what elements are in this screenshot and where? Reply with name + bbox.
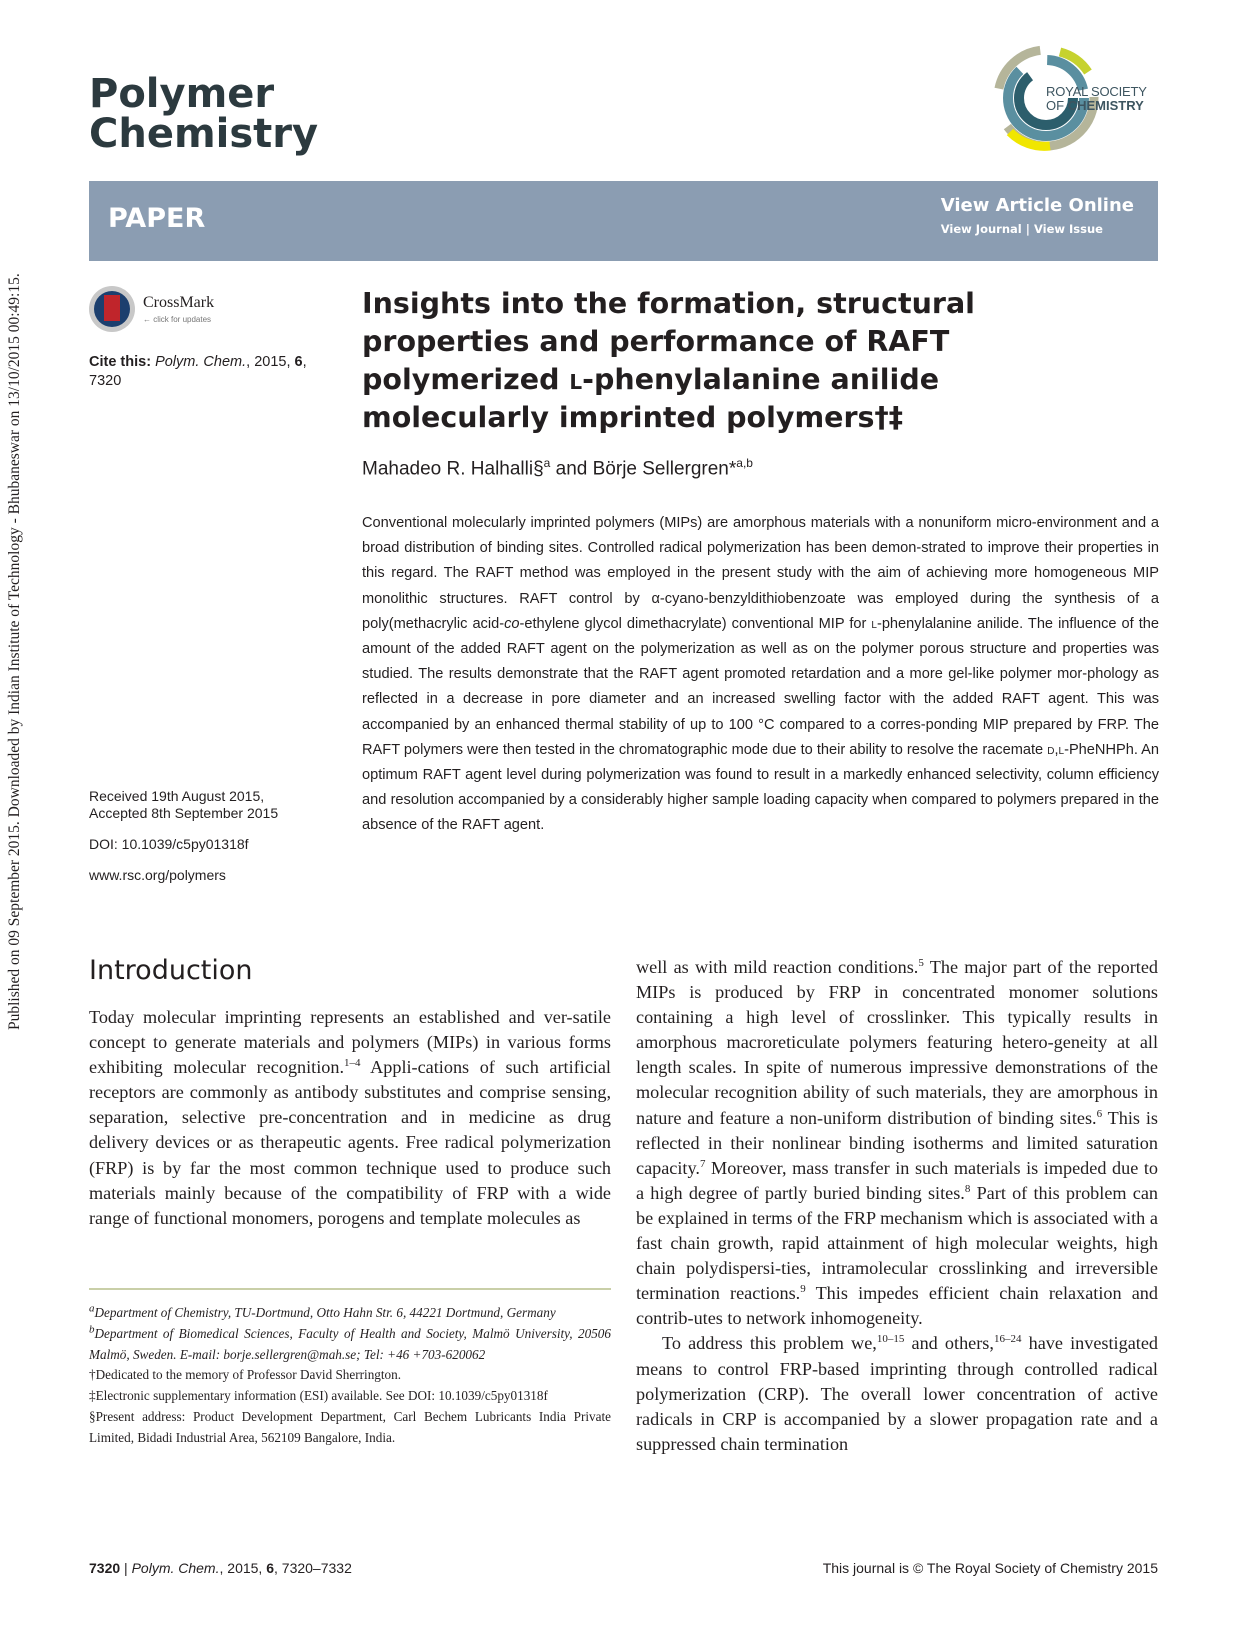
journal-url-link[interactable]: www.rsc.org/polymers bbox=[89, 867, 226, 883]
body-column-left bbox=[89, 1005, 611, 1231]
journal-issue-links bbox=[941, 222, 1134, 236]
footnotes bbox=[89, 1303, 611, 1449]
rsc-wordmark-line2: OF CHEMISTRY bbox=[1046, 98, 1144, 113]
citation: Cite this: Polym. Chem., 2015, 6, 7320 bbox=[89, 354, 307, 389]
download-side-note: Published on 09 September 2015. Downloaded by Indian Institute of Technology - Bhubaneswar on 13/10/2015 00:49:15. bbox=[6, 273, 23, 1030]
received-date: Received 19th August 2015, bbox=[89, 788, 265, 804]
article-type-banner bbox=[89, 181, 1158, 261]
cite-year: 2015 bbox=[254, 354, 287, 370]
section-heading-introduction: Introduction bbox=[89, 955, 253, 986]
title-line2: properties and performance of RAFT bbox=[362, 325, 950, 358]
footnote-present-address: §Present address: Product Development Department, Carl Bechem Lubricants India Private Limited, Bidadi Industrial Area, 562109 Bangalore, India. bbox=[89, 1408, 611, 1445]
body-column-right bbox=[636, 955, 1158, 1457]
journal-title bbox=[89, 71, 319, 157]
paragraph: Today molecular imprinting represents an established and ver-satile concept to generate materials and polymers (MIPs) in various forms exhibiting molecular recognition.$^{1-4}$ Appli-cations of such artificial receptors are commonly as antibody substitutes and comprise sensing, separation, selective pre-concentration and in medicine as drug delivery devices or as therapeutic agents. Free radical polymerization (FRP) is by far the most common technique used to produce such materials mainly because of the compatibility of FRP with a wide range of functional monomers, porogens and template molecules as bbox=[89, 1007, 611, 1228]
journal-title-line1: Polymer bbox=[89, 71, 275, 117]
crossmark-badge[interactable] bbox=[89, 286, 229, 338]
view-issue-link[interactable]: View Issue bbox=[1033, 222, 1103, 236]
paragraph: well as with mild reaction conditions.$^5$ The major part of the reported MIPs is produced by FRP in concentrated monomer solutions containing a high level of crosslinker. This typically results in amorphous macroreticulate polymers featuring hetero-geneity at all length scales. In spite of numerous impressive demonstrations of the molecular recognition ability of such materials, they are amorphous in nature and feature a non-uniform distribution of binding sites.$^6$ This is reflected in their nonlinear binding isotherms and limited saturation capacity.$^7$ Moreover, mass transfer in such materials is impeded due to a high degree of partly buried binding sites.$^8$ Part of this problem can be explained in terms of the FRP mechanism which is associated with a fast chain growth, rapid attainment of high molecular weights, high chain polydispersi-ties, intramolecular crosslinking and irreversible termination reactions.$^9$ This impedes efficient chain relaxation and contrib-utes to network inhomogeneity. bbox=[636, 956, 1159, 1329]
author-1: Mahadeo R. Halhalli§ bbox=[362, 458, 544, 480]
footnote-dagger: †Dedicated to the memory of Professor David Sherrington. bbox=[89, 1367, 402, 1383]
author-list: Mahadeo R. Halhalli§$^a$ and Börje Sellergren*$^{a,b}$ bbox=[362, 456, 753, 480]
cite-label: Cite this: bbox=[89, 354, 152, 370]
view-article-online-link[interactable]: View Article Online bbox=[940, 195, 1134, 216]
article-dates bbox=[89, 788, 329, 822]
title-line3: polymerized l-phenylalanine anilide bbox=[362, 363, 940, 396]
title-line4: molecularly imprinted polymers†‡ bbox=[362, 401, 904, 434]
article-title bbox=[362, 285, 1082, 437]
journal-title-line2: Chemistry bbox=[89, 111, 319, 157]
view-journal-link[interactable]: View Journal bbox=[940, 222, 1022, 236]
cite-page: 7320 bbox=[89, 373, 122, 389]
copyright-notice: This journal is © The Royal Society of Chemistry 2015 bbox=[822, 1560, 1158, 1576]
footnote-affiliation-b: $^b$Department of Biomedical Sciences, Faculty of Health and Society, Malmö University, 20506 Malmö, Sweden. E-mail: borje.sellergren@mah.se; Tel: +46 +703-620062 bbox=[89, 1323, 611, 1362]
paragraph: To address this problem we,$^{10-15}$ and others,$^{16-24}$ have investigated means to control FRP-based imprinting through controlled radical polymerization (CRP). The overall lower concentration of active radicals in CRP is accompanied by a slower propagation rate and a suppressed chain termination bbox=[636, 1333, 1159, 1454]
rsc-wordmark bbox=[1046, 85, 1147, 113]
link-separator: | bbox=[1021, 222, 1034, 236]
abstract: Conventional molecularly imprinted polymers (MIPs) are amorphous materials with a nonuniform micro-environment and a broad distribution of binding sites. Controlled radical polymerization has been demon-strated to improve their properties in this regard. The RAFT method was employed in the present study with the aim of achieving more homogeneous MIP monolithic structures. RAFT control by α-cyano-benzyldithiobenzoate was employed during the synthesis of a poly(methacrylic acid-co-ethylene glycol dimethacrylate) conventional MIP for l-phenylalanine anilide. The influence of the amount of the added RAFT agent on the polymerization as well as on the polymer porous structure and properties was studied. The results demonstrate that the RAFT agent promoted retardation and a more gel-like polymer mor-phology as reflected in a decrease in pore diameter and an increased swelling factor with the added RAFT agent. This was accompanied by an enhanced thermal stability of up to 100 °C compared to a corres-ponding MIP prepared by FRP. The RAFT polymers were then tested in the chromatographic mode due to their ability to resolve the racemate d,l-PheNHPh. An optimum RAFT agent level during polymerization was found to result in a markedly enhanced selectivity, column efficiency and resolution accompanied by a considerably higher sample loading capacity when compared to polymers prepared in the absence of the RAFT agent. bbox=[362, 515, 1159, 834]
cite-volume: 6 bbox=[294, 354, 303, 370]
author-2: Börje Sellergren* bbox=[592, 458, 737, 480]
footnote-divider bbox=[89, 1288, 611, 1290]
page-number: 7320 bbox=[89, 1560, 121, 1576]
crossmark-tagline: ← click for updates bbox=[143, 315, 212, 324]
crossmark-name: CrossMark bbox=[143, 294, 215, 311]
crossmark-icon bbox=[89, 286, 135, 332]
footnote-affiliation-a: $^a$Department of Chemistry, TU-Dortmund, Otto Hahn Str. 6, 44221 Dortmund, Germany bbox=[89, 1302, 556, 1320]
doi[interactable]: DOI: 10.1039/c5py01318f bbox=[89, 836, 249, 852]
cite-journal: Polym. Chem. bbox=[155, 354, 247, 370]
article-type-label: PAPER bbox=[108, 203, 206, 234]
title-line1: Insights into the formation, structural bbox=[362, 287, 975, 320]
footnote-esi: ‡Electronic supplementary information (ESI) available. See DOI: 10.1039/c5py01318f bbox=[89, 1388, 548, 1404]
online-links bbox=[941, 195, 1134, 236]
accepted-date: Accepted 8th September 2015 bbox=[89, 805, 279, 821]
page-footer-left: 7320 | Polym. Chem., 2015, 6, 7320–7332 bbox=[89, 1560, 352, 1576]
rsc-wordmark-line1: ROYAL SOCIETY bbox=[1046, 84, 1147, 99]
